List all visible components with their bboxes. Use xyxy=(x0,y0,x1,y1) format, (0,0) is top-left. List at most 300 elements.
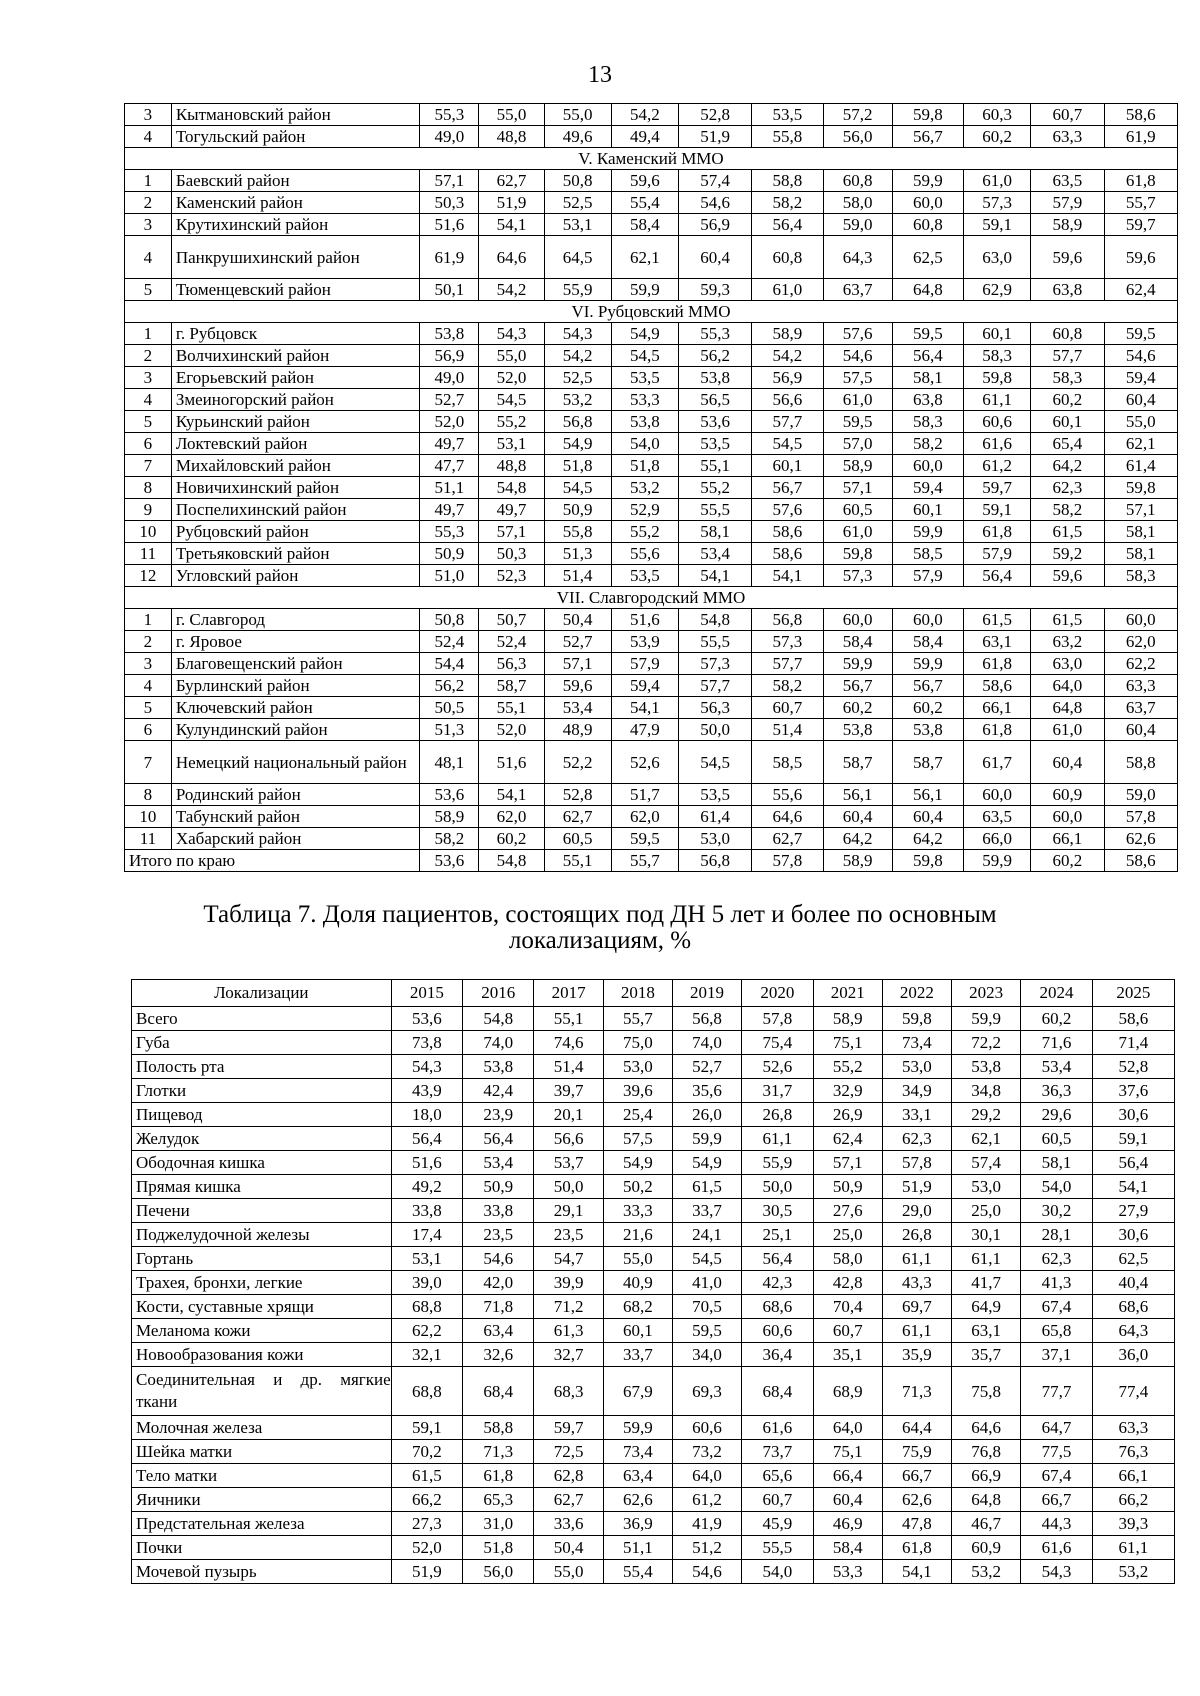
value-cell: 30,2 xyxy=(1021,1199,1092,1223)
value-cell: 50,0 xyxy=(678,719,751,741)
value-cell: 61,9 xyxy=(420,236,479,279)
value-cell: 62,4 xyxy=(1104,279,1177,301)
value-cell: 60,1 xyxy=(603,1319,672,1343)
value-cell: 58,2 xyxy=(420,828,479,850)
value-cell: 68,4 xyxy=(463,1367,534,1416)
value-cell: 60,0 xyxy=(823,609,892,631)
value-cell: 55,1 xyxy=(534,1007,603,1031)
group-title: VI. Рубцовский ММО xyxy=(125,301,1178,323)
value-cell: 25,4 xyxy=(603,1103,672,1127)
value-cell: 58,6 xyxy=(1092,1007,1174,1031)
value-cell: 54,5 xyxy=(479,389,544,411)
value-cell: 58,1 xyxy=(892,367,963,389)
value-cell: 77,7 xyxy=(1021,1367,1092,1416)
value-cell: 62,6 xyxy=(603,1488,672,1512)
value-cell: 75,1 xyxy=(813,1440,882,1464)
value-cell: 57,7 xyxy=(678,675,751,697)
value-cell: 54,0 xyxy=(611,433,678,455)
localization-table xyxy=(131,979,1175,1584)
value-cell: 58,4 xyxy=(823,631,892,653)
value-cell: 72,5 xyxy=(534,1440,603,1464)
value-cell: 71,4 xyxy=(1092,1031,1174,1055)
page-number: 13 xyxy=(588,62,612,88)
value-cell: 53,1 xyxy=(544,214,611,236)
value-cell: 51,0 xyxy=(420,565,479,587)
value-cell: 33,6 xyxy=(534,1512,603,1536)
value-cell: 57,3 xyxy=(678,653,751,675)
value-cell: 64,5 xyxy=(544,236,611,279)
value-cell: 53,2 xyxy=(1092,1560,1174,1584)
value-cell: 34,0 xyxy=(672,1343,741,1367)
value-cell: 62,6 xyxy=(1104,828,1177,850)
column-header-year: 2020 xyxy=(742,980,813,1007)
value-cell: 54,5 xyxy=(611,345,678,367)
table-row xyxy=(132,1464,1175,1488)
value-cell: 55,1 xyxy=(479,697,544,719)
value-cell: 55,4 xyxy=(611,192,678,214)
value-cell: 55,0 xyxy=(603,1247,672,1271)
value-cell: 50,2 xyxy=(603,1175,672,1199)
value-cell: 64,3 xyxy=(823,236,892,279)
table-row xyxy=(132,1416,1175,1440)
value-cell: 60,8 xyxy=(1031,323,1104,345)
value-cell: 57,0 xyxy=(823,433,892,455)
localization-name: Губа xyxy=(132,1031,392,1055)
table-row xyxy=(132,1271,1175,1295)
value-cell: 59,6 xyxy=(544,675,611,697)
value-cell: 53,8 xyxy=(678,367,751,389)
value-cell: 58,1 xyxy=(1104,521,1177,543)
value-cell: 46,7 xyxy=(952,1512,1021,1536)
value-cell: 59,7 xyxy=(1104,214,1177,236)
table-row xyxy=(132,1343,1175,1367)
value-cell: 51,8 xyxy=(611,455,678,477)
value-cell: 55,9 xyxy=(742,1151,813,1175)
value-cell: 50,8 xyxy=(420,609,479,631)
value-cell: 30,1 xyxy=(952,1223,1021,1247)
table-row xyxy=(125,565,1178,587)
value-cell: 64,2 xyxy=(1031,455,1104,477)
value-cell: 52,7 xyxy=(544,631,611,653)
row-number: 6 xyxy=(125,719,172,741)
value-cell: 60,1 xyxy=(752,455,823,477)
value-cell: 66,9 xyxy=(952,1464,1021,1488)
table-row xyxy=(125,279,1178,301)
value-cell: 61,5 xyxy=(391,1464,462,1488)
group-header-row xyxy=(125,148,1178,170)
total-label: Итого по краю xyxy=(125,850,420,872)
localization-name: Соединительная и др. мягкие ткани xyxy=(132,1367,392,1416)
value-cell: 53,3 xyxy=(813,1560,882,1584)
district-name: Ключевский район xyxy=(171,697,419,719)
value-cell: 51,6 xyxy=(420,214,479,236)
row-number: 10 xyxy=(125,806,172,828)
value-cell: 54,5 xyxy=(752,433,823,455)
value-cell: 61,1 xyxy=(1092,1536,1174,1560)
caption-line-1: Таблица 7. Доля пациентов, состоящих под ДН 5 лет и более по основным xyxy=(203,901,997,928)
row-number: 11 xyxy=(125,828,172,850)
group-header-row xyxy=(125,587,1178,609)
value-cell: 61,5 xyxy=(1031,521,1104,543)
value-cell: 63,7 xyxy=(823,279,892,301)
value-cell: 61,2 xyxy=(964,455,1031,477)
value-cell: 54,5 xyxy=(678,741,751,784)
value-cell: 51,6 xyxy=(479,741,544,784)
value-cell: 51,1 xyxy=(420,477,479,499)
value-cell: 59,8 xyxy=(1104,477,1177,499)
value-cell: 60,6 xyxy=(964,411,1031,433)
localization-name: Тело матки xyxy=(132,1464,392,1488)
value-cell: 65,3 xyxy=(463,1488,534,1512)
value-cell: 39,0 xyxy=(391,1271,462,1295)
value-cell: 57,4 xyxy=(678,170,751,192)
value-cell: 57,1 xyxy=(420,170,479,192)
localization-name: Печени xyxy=(132,1199,392,1223)
value-cell: 32,9 xyxy=(813,1079,882,1103)
value-cell: 54,1 xyxy=(678,565,751,587)
value-cell: 54,5 xyxy=(544,477,611,499)
value-cell: 56,8 xyxy=(672,1007,741,1031)
value-cell: 52,7 xyxy=(672,1055,741,1079)
value-cell: 64,2 xyxy=(892,828,963,850)
value-cell: 56,5 xyxy=(678,389,751,411)
value-cell: 54,3 xyxy=(391,1055,462,1079)
value-cell: 50,9 xyxy=(420,543,479,565)
value-cell: 39,6 xyxy=(603,1079,672,1103)
value-cell: 53,6 xyxy=(391,1007,462,1031)
column-header-year: 2022 xyxy=(882,980,951,1007)
value-cell: 57,4 xyxy=(952,1151,1021,1175)
value-cell: 54,9 xyxy=(603,1151,672,1175)
value-cell: 58,9 xyxy=(813,1007,882,1031)
table-row xyxy=(132,1536,1175,1560)
table-row xyxy=(125,455,1178,477)
value-cell: 67,9 xyxy=(603,1367,672,1416)
table-row xyxy=(125,323,1178,345)
value-cell: 51,8 xyxy=(544,455,611,477)
value-cell: 57,8 xyxy=(742,1007,813,1031)
value-cell: 59,0 xyxy=(823,214,892,236)
row-number: 4 xyxy=(125,126,172,148)
value-cell: 62,5 xyxy=(892,236,963,279)
value-cell: 60,9 xyxy=(952,1536,1021,1560)
value-cell: 60,4 xyxy=(823,806,892,828)
district-name: Егорьевский район xyxy=(171,367,419,389)
value-cell: 62,9 xyxy=(964,279,1031,301)
value-cell: 63,0 xyxy=(964,236,1031,279)
value-cell: 58,7 xyxy=(479,675,544,697)
value-cell: 75,1 xyxy=(813,1031,882,1055)
value-cell: 60,8 xyxy=(823,170,892,192)
value-cell: 53,4 xyxy=(678,543,751,565)
value-cell: 43,3 xyxy=(882,1271,951,1295)
row-number: 4 xyxy=(125,675,172,697)
caption-line-2: локализациям, % xyxy=(508,927,692,954)
value-cell: 56,8 xyxy=(752,609,823,631)
value-cell: 64,0 xyxy=(1031,675,1104,697)
value-cell: 62,3 xyxy=(1021,1247,1092,1271)
value-cell: 68,9 xyxy=(813,1367,882,1416)
value-cell: 54,5 xyxy=(672,1247,741,1271)
value-cell: 51,3 xyxy=(544,543,611,565)
district-name: Змеиногорский район xyxy=(171,389,419,411)
value-cell: 32,1 xyxy=(391,1343,462,1367)
value-cell: 53,5 xyxy=(678,784,751,806)
district-name: Бурлинский район xyxy=(171,675,419,697)
table-row xyxy=(125,675,1178,697)
value-cell: 58,8 xyxy=(752,170,823,192)
value-cell: 23,5 xyxy=(463,1223,534,1247)
value-cell: 59,5 xyxy=(823,411,892,433)
value-cell: 48,9 xyxy=(544,719,611,741)
value-cell: 42,0 xyxy=(463,1271,534,1295)
value-cell: 57,3 xyxy=(752,631,823,653)
value-cell: 62,5 xyxy=(1092,1247,1174,1271)
value-cell: 56,1 xyxy=(823,784,892,806)
value-cell: 64,7 xyxy=(1021,1416,1092,1440)
value-cell: 54,6 xyxy=(823,345,892,367)
value-cell: 60,3 xyxy=(964,104,1031,126)
value-cell: 56,9 xyxy=(752,367,823,389)
value-cell: 64,2 xyxy=(823,828,892,850)
value-cell: 40,9 xyxy=(603,1271,672,1295)
value-cell: 57,1 xyxy=(823,477,892,499)
value-cell: 57,9 xyxy=(611,653,678,675)
value-cell: 63,8 xyxy=(1031,279,1104,301)
value-cell: 63,2 xyxy=(1031,631,1104,653)
value-cell: 54,1 xyxy=(611,697,678,719)
table-row xyxy=(132,1151,1175,1175)
value-cell: 52,7 xyxy=(420,389,479,411)
table-row xyxy=(132,1440,1175,1464)
value-cell: 71,8 xyxy=(463,1295,534,1319)
value-cell: 30,6 xyxy=(1092,1223,1174,1247)
value-cell: 62,0 xyxy=(1104,631,1177,653)
value-cell: 60,4 xyxy=(678,236,751,279)
value-cell: 54,8 xyxy=(463,1007,534,1031)
row-number: 2 xyxy=(125,631,172,653)
value-cell: 62,3 xyxy=(882,1127,951,1151)
value-cell: 58,6 xyxy=(752,543,823,565)
value-cell: 73,4 xyxy=(603,1440,672,1464)
value-cell: 62,2 xyxy=(1104,653,1177,675)
value-cell: 56,9 xyxy=(420,345,479,367)
value-cell: 55,1 xyxy=(544,850,611,872)
value-cell: 48,1 xyxy=(420,741,479,784)
table-row xyxy=(132,1031,1175,1055)
value-cell: 59,8 xyxy=(892,104,963,126)
value-cell: 60,7 xyxy=(813,1319,882,1343)
value-cell: 62,1 xyxy=(952,1127,1021,1151)
value-cell: 33,1 xyxy=(882,1103,951,1127)
value-cell: 73,2 xyxy=(672,1440,741,1464)
value-cell: 55,0 xyxy=(1104,411,1177,433)
value-cell: 51,4 xyxy=(544,565,611,587)
value-cell: 58,9 xyxy=(752,323,823,345)
value-cell: 53,6 xyxy=(420,850,479,872)
value-cell: 50,3 xyxy=(479,543,544,565)
value-cell: 59,5 xyxy=(892,323,963,345)
value-cell: 33,8 xyxy=(463,1199,534,1223)
value-cell: 66,2 xyxy=(391,1488,462,1512)
value-cell: 57,5 xyxy=(823,367,892,389)
value-cell: 39,9 xyxy=(534,1271,603,1295)
value-cell: 61,4 xyxy=(1104,455,1177,477)
table-row xyxy=(132,1247,1175,1271)
group-header-row xyxy=(125,301,1178,323)
value-cell: 49,0 xyxy=(420,126,479,148)
district-name: г. Славгород xyxy=(171,609,419,631)
value-cell: 53,9 xyxy=(611,631,678,653)
value-cell: 66,4 xyxy=(813,1464,882,1488)
value-cell: 51,8 xyxy=(463,1536,534,1560)
value-cell: 56,6 xyxy=(534,1127,603,1151)
value-cell: 37,1 xyxy=(1021,1343,1092,1367)
value-cell: 60,2 xyxy=(1021,1007,1092,1031)
value-cell: 52,6 xyxy=(611,741,678,784)
value-cell: 73,7 xyxy=(742,1440,813,1464)
value-cell: 54,2 xyxy=(544,345,611,367)
value-cell: 54,3 xyxy=(479,323,544,345)
district-name: Михайловский район xyxy=(171,455,419,477)
value-cell: 77,5 xyxy=(1021,1440,1092,1464)
value-cell: 51,2 xyxy=(672,1536,741,1560)
value-cell: 54,1 xyxy=(882,1560,951,1584)
value-cell: 75,4 xyxy=(742,1031,813,1055)
district-name: Крутихинский район xyxy=(171,214,419,236)
value-cell: 60,8 xyxy=(892,214,963,236)
value-cell: 58,7 xyxy=(892,741,963,784)
value-cell: 54,3 xyxy=(1021,1560,1092,1584)
value-cell: 56,2 xyxy=(678,345,751,367)
value-cell: 41,3 xyxy=(1021,1271,1092,1295)
value-cell: 56,3 xyxy=(479,653,544,675)
table-row xyxy=(132,1223,1175,1247)
value-cell: 52,0 xyxy=(479,719,544,741)
value-cell: 59,2 xyxy=(1031,543,1104,565)
row-number: 3 xyxy=(125,367,172,389)
value-cell: 76,3 xyxy=(1092,1440,1174,1464)
value-cell: 53,0 xyxy=(603,1055,672,1079)
district-name: Тогульский район xyxy=(171,126,419,148)
table-row xyxy=(125,104,1178,126)
value-cell: 62,8 xyxy=(534,1464,603,1488)
value-cell: 29,1 xyxy=(534,1199,603,1223)
value-cell: 61,5 xyxy=(672,1175,741,1199)
value-cell: 30,6 xyxy=(1092,1103,1174,1127)
value-cell: 60,4 xyxy=(1104,719,1177,741)
value-cell: 58,3 xyxy=(892,411,963,433)
value-cell: 58,8 xyxy=(1104,741,1177,784)
value-cell: 59,4 xyxy=(892,477,963,499)
value-cell: 65,8 xyxy=(1021,1319,1092,1343)
district-name: Рубцовский район xyxy=(171,521,419,543)
row-number: 8 xyxy=(125,477,172,499)
value-cell: 55,8 xyxy=(544,521,611,543)
value-cell: 60,2 xyxy=(479,828,544,850)
value-cell: 58,6 xyxy=(1104,104,1177,126)
value-cell: 52,0 xyxy=(420,411,479,433)
column-header-year: 2024 xyxy=(1021,980,1092,1007)
value-cell: 50,8 xyxy=(544,170,611,192)
row-number: 2 xyxy=(125,345,172,367)
value-cell: 58,1 xyxy=(1104,543,1177,565)
value-cell: 59,9 xyxy=(892,653,963,675)
value-cell: 42,8 xyxy=(813,1271,882,1295)
row-number: 1 xyxy=(125,609,172,631)
value-cell: 75,0 xyxy=(603,1031,672,1055)
value-cell: 59,6 xyxy=(611,170,678,192)
value-cell: 58,1 xyxy=(678,521,751,543)
value-cell: 52,4 xyxy=(420,631,479,653)
value-cell: 64,3 xyxy=(1092,1319,1174,1343)
row-number: 5 xyxy=(125,411,172,433)
table-row xyxy=(125,784,1178,806)
district-name: Табунский район xyxy=(171,806,419,828)
value-cell: 58,6 xyxy=(964,675,1031,697)
table-row xyxy=(132,1488,1175,1512)
value-cell: 26,8 xyxy=(882,1223,951,1247)
value-cell: 66,7 xyxy=(882,1464,951,1488)
value-cell: 34,8 xyxy=(952,1079,1021,1103)
value-cell: 52,0 xyxy=(479,367,544,389)
value-cell: 50,5 xyxy=(420,697,479,719)
value-cell: 51,9 xyxy=(678,126,751,148)
value-cell: 49,7 xyxy=(420,499,479,521)
value-cell: 51,4 xyxy=(534,1055,603,1079)
value-cell: 51,4 xyxy=(752,719,823,741)
value-cell: 27,3 xyxy=(391,1512,462,1536)
row-number: 10 xyxy=(125,521,172,543)
value-cell: 53,6 xyxy=(420,784,479,806)
value-cell: 55,4 xyxy=(603,1560,672,1584)
value-cell: 57,7 xyxy=(752,653,823,675)
value-cell: 60,2 xyxy=(892,697,963,719)
value-cell: 60,2 xyxy=(1031,389,1104,411)
value-cell: 59,5 xyxy=(672,1319,741,1343)
value-cell: 31,7 xyxy=(742,1079,813,1103)
table-row xyxy=(125,411,1178,433)
value-cell: 53,2 xyxy=(544,389,611,411)
value-cell: 65,6 xyxy=(742,1464,813,1488)
value-cell: 53,4 xyxy=(1021,1055,1092,1079)
value-cell: 53,8 xyxy=(952,1055,1021,1079)
table-row xyxy=(125,170,1178,192)
value-cell: 61,8 xyxy=(882,1536,951,1560)
value-cell: 41,0 xyxy=(672,1271,741,1295)
value-cell: 59,6 xyxy=(1031,236,1104,279)
district-name: Третьяковский район xyxy=(171,543,419,565)
row-number: 3 xyxy=(125,653,172,675)
value-cell: 60,6 xyxy=(742,1319,813,1343)
localization-name: Трахея, бронхи, легкие xyxy=(132,1271,392,1295)
value-cell: 20,1 xyxy=(534,1103,603,1127)
value-cell: 60,4 xyxy=(892,806,963,828)
value-cell: 73,4 xyxy=(882,1031,951,1055)
value-cell: 43,9 xyxy=(391,1079,462,1103)
value-cell: 61,1 xyxy=(882,1247,951,1271)
localization-name: Мочевой пузырь xyxy=(132,1560,392,1584)
value-cell: 54,3 xyxy=(544,323,611,345)
value-cell: 59,5 xyxy=(611,828,678,850)
district-name: Каменский район xyxy=(171,192,419,214)
table-row xyxy=(125,126,1178,148)
value-cell: 59,9 xyxy=(672,1127,741,1151)
value-cell: 58,0 xyxy=(823,192,892,214)
district-name: Благовещенский район xyxy=(171,653,419,675)
value-cell: 66,2 xyxy=(1092,1488,1174,1512)
table-row xyxy=(125,653,1178,675)
